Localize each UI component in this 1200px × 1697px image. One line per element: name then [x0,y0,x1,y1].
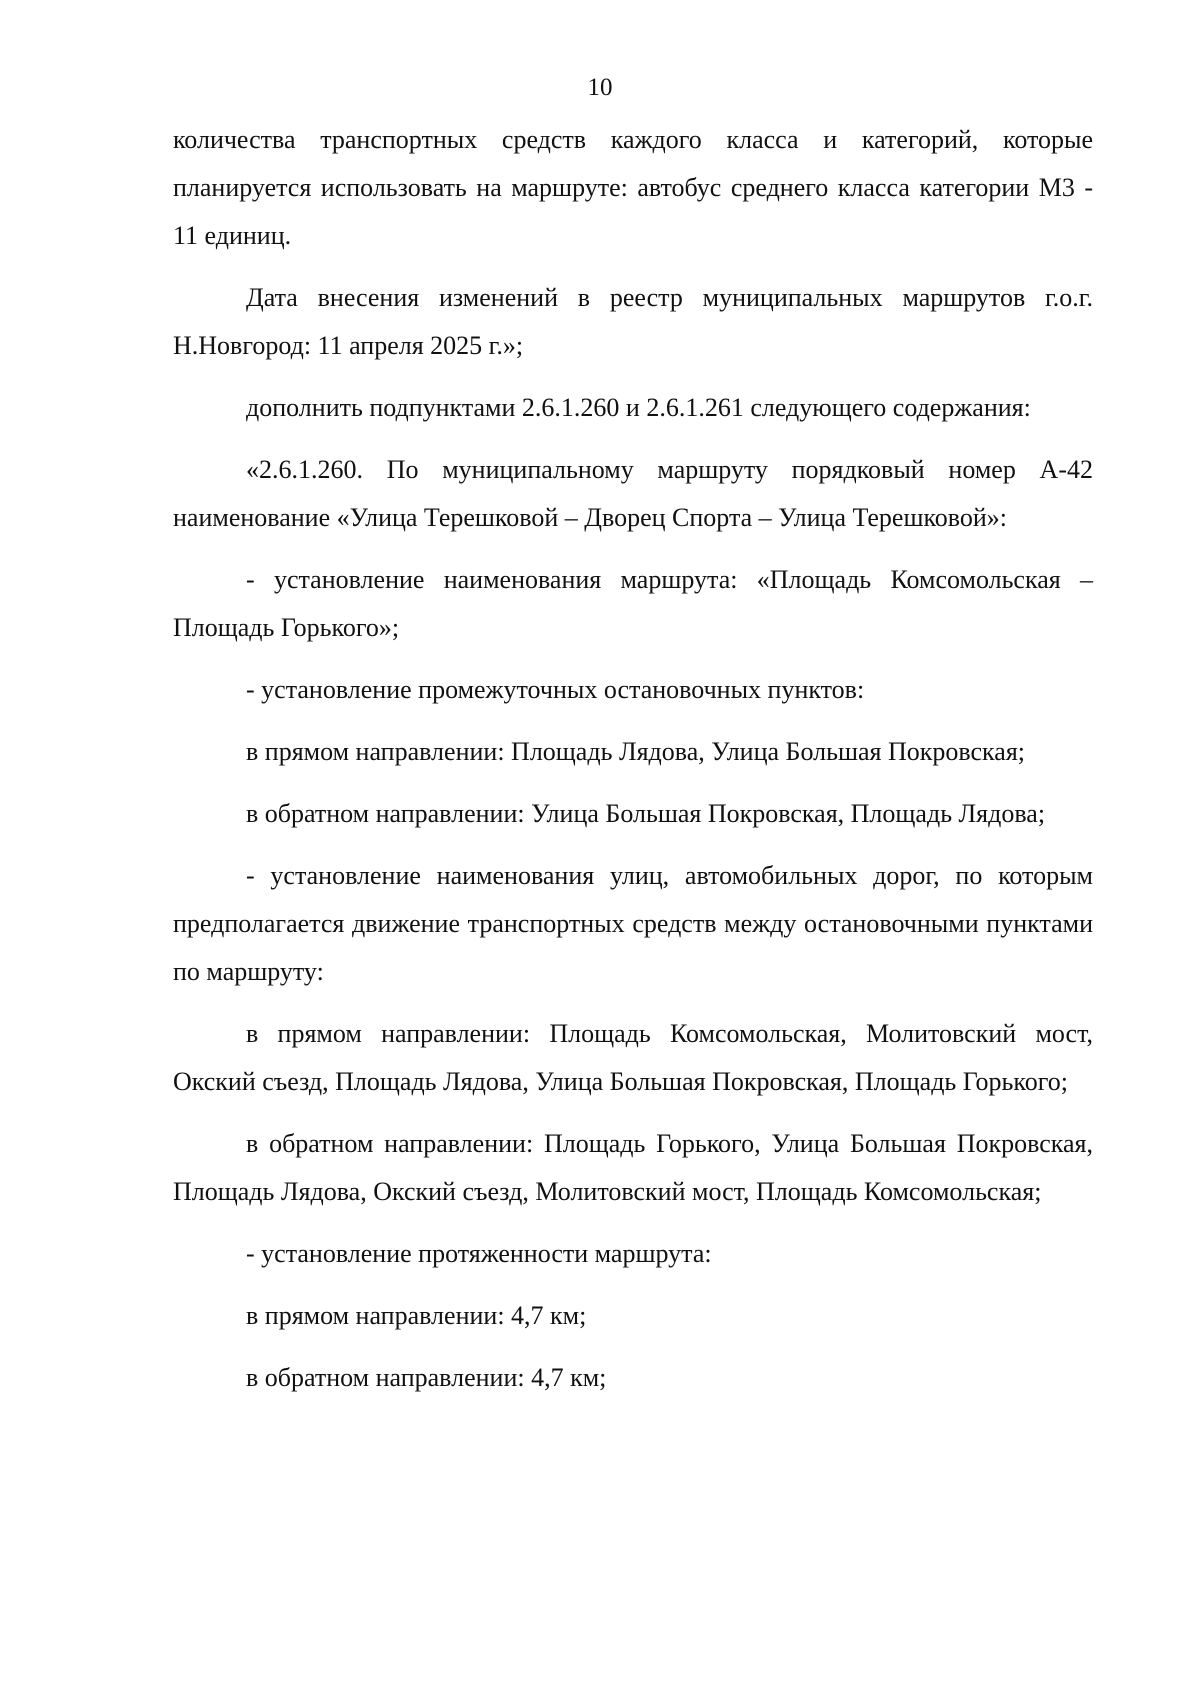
page-number: 10 [587,74,613,101]
document-body [173,116,1093,1402]
paragraph-forward-length: в прямом направлении: 4,7 км; [246,1301,587,1330]
paragraph-reverse-streets: в обратном направлении: Площадь Горького, Улица Большая Покровская, Площадь Лядова, Окский съезд, Молитовский мост, Площадь Комсомольская; [173,1129,1093,1206]
paragraph-reverse-stops: в обратном направлении: Улица Большая Покровская, Площадь Лядова; [246,799,1046,828]
paragraph-forward-stops: в прямом направлении: Площадь Лядова, Улица Большая Покровская; [246,737,1026,766]
paragraph-route-name: - установление наименования маршрута: «Площадь Комсомольская – Площадь Горького»; [173,565,1093,642]
paragraph-streets: - установление наименования улиц, автомобильных дорог, по которым предполагается движение транспортных средств между остановочными пунктами по маршруту: [173,861,1093,986]
paragraph-reverse-length: в обратном направлении: 4,7 км; [246,1363,607,1392]
paragraph-route-a42: «2.6.1.260. По муниципальному маршруту порядковый номер А-42 наименование «Улица Терешковой – Дворец Спорта – Улица Терешковой»: [173,455,1093,532]
paragraph-forward-streets: в прямом направлении: Площадь Комсомольская, Молитовский мост, Окский съезд, Площадь Лядова, Улица Большая Покровская, Площадь Горького; [173,1019,1093,1096]
paragraph-vehicle-count: количества транспортных средств каждого класса и категорий, которые планируется использовать на маршруте: автобус среднего класса категории М3 - 11 единиц. [173,125,1093,250]
paragraph-route-length: - установление протяженности маршрута: [246,1239,712,1268]
paragraph-registry-date: Дата внесения изменений в реестр муниципальных маршрутов г.о.г. Н.Новгород: 11 апреля 2025 г.»; [173,283,1093,360]
paragraph-intermediate-stops: - установление промежуточных остановочных пунктов: [246,675,865,704]
paragraph-add-subitems: дополнить подпунктами 2.6.1.260 и 2.6.1.261 следующего содержания: [246,393,1031,422]
